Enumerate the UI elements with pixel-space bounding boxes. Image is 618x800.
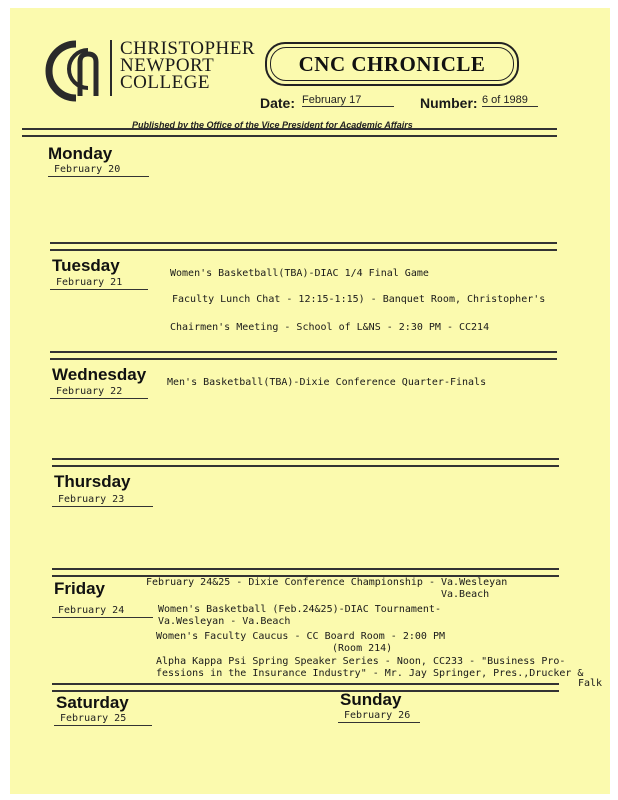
college-monogram-logo bbox=[36, 36, 106, 106]
event-friday-1-cont: Va.Beach bbox=[441, 589, 490, 600]
header-rule bbox=[22, 128, 557, 137]
event-friday-2: Women's Basketball (Feb.24&25)-DIAC Tournament- bbox=[158, 604, 441, 615]
date-saturday: February 25 bbox=[54, 713, 152, 726]
day-saturday: Saturday bbox=[56, 693, 129, 712]
event-tuesday-2: Faculty Lunch Chat - 12:15-1:15) - Banquet Room, Christopher's bbox=[172, 294, 546, 305]
newsletter-page bbox=[10, 8, 610, 794]
event-wednesday-1: Men's Basketball(TBA)-Dixie Conference Quarter-Finals bbox=[167, 377, 487, 388]
event-friday-4-end: Falk bbox=[578, 678, 603, 689]
event-friday-4: Alpha Kappa Psi Spring Speaker Series - Noon, CC233 - "Business Pro- bbox=[156, 656, 566, 667]
day-tuesday: Tuesday bbox=[52, 256, 120, 275]
event-tuesday-1: Women's Basketball(TBA)-DIAC 1/4 Final Game bbox=[170, 268, 429, 279]
college-line-2: NEWPORT bbox=[120, 55, 215, 76]
rule-wednesday bbox=[50, 351, 557, 360]
event-friday-1: February 24&25 - Dixie Conference Championship - Va.Wesleyan bbox=[146, 577, 508, 588]
college-name bbox=[120, 40, 255, 91]
date-label: Date: bbox=[260, 95, 296, 111]
day-thursday: Thursday bbox=[54, 472, 131, 491]
rule-weekend bbox=[52, 683, 559, 692]
chronicle-title-box bbox=[265, 42, 519, 86]
chronicle-title: CNC CHRONICLE bbox=[298, 51, 486, 76]
event-friday-3: Women's Faculty Caucus - CC Board Room - 2:00 PM bbox=[156, 631, 445, 642]
date-friday: February 24 bbox=[52, 605, 153, 618]
day-sunday: Sunday bbox=[340, 690, 402, 709]
event-tuesday-3: Chairmen's Meeting - School of L&NS - 2:30 PM - CC214 bbox=[170, 322, 490, 333]
event-friday-4-cont: fessions in the Insurance Industry" - Mr. Jay Springer, Pres.,Drucker & bbox=[156, 668, 584, 679]
date-sunday: February 26 bbox=[338, 710, 420, 723]
date-thursday: February 23 bbox=[52, 494, 153, 507]
published-by-line: Published by the Office of the Vice President for Academic Affairs bbox=[132, 120, 413, 130]
date-tuesday: February 21 bbox=[50, 277, 148, 290]
college-line-1: CHRISTOPHER bbox=[120, 38, 256, 59]
college-line-3: COLLEGE bbox=[120, 72, 211, 93]
day-wednesday: Wednesday bbox=[52, 365, 147, 384]
number-label: Number: bbox=[420, 95, 478, 111]
number-value: 6 of 1989 bbox=[482, 94, 538, 107]
rule-tuesday bbox=[50, 242, 557, 251]
rule-friday bbox=[52, 568, 559, 577]
day-monday: Monday bbox=[48, 144, 113, 163]
date-wednesday: February 22 bbox=[50, 386, 148, 399]
date-monday: February 20 bbox=[48, 164, 149, 177]
event-friday-3-cont: (Room 214) bbox=[332, 643, 393, 654]
rule-thursday bbox=[52, 458, 559, 467]
date-value: February 17 bbox=[302, 94, 394, 107]
logo-divider bbox=[110, 40, 112, 96]
event-friday-2-cont: Va.Wesleyan - Va.Beach bbox=[158, 616, 291, 627]
day-friday: Friday bbox=[54, 579, 106, 598]
